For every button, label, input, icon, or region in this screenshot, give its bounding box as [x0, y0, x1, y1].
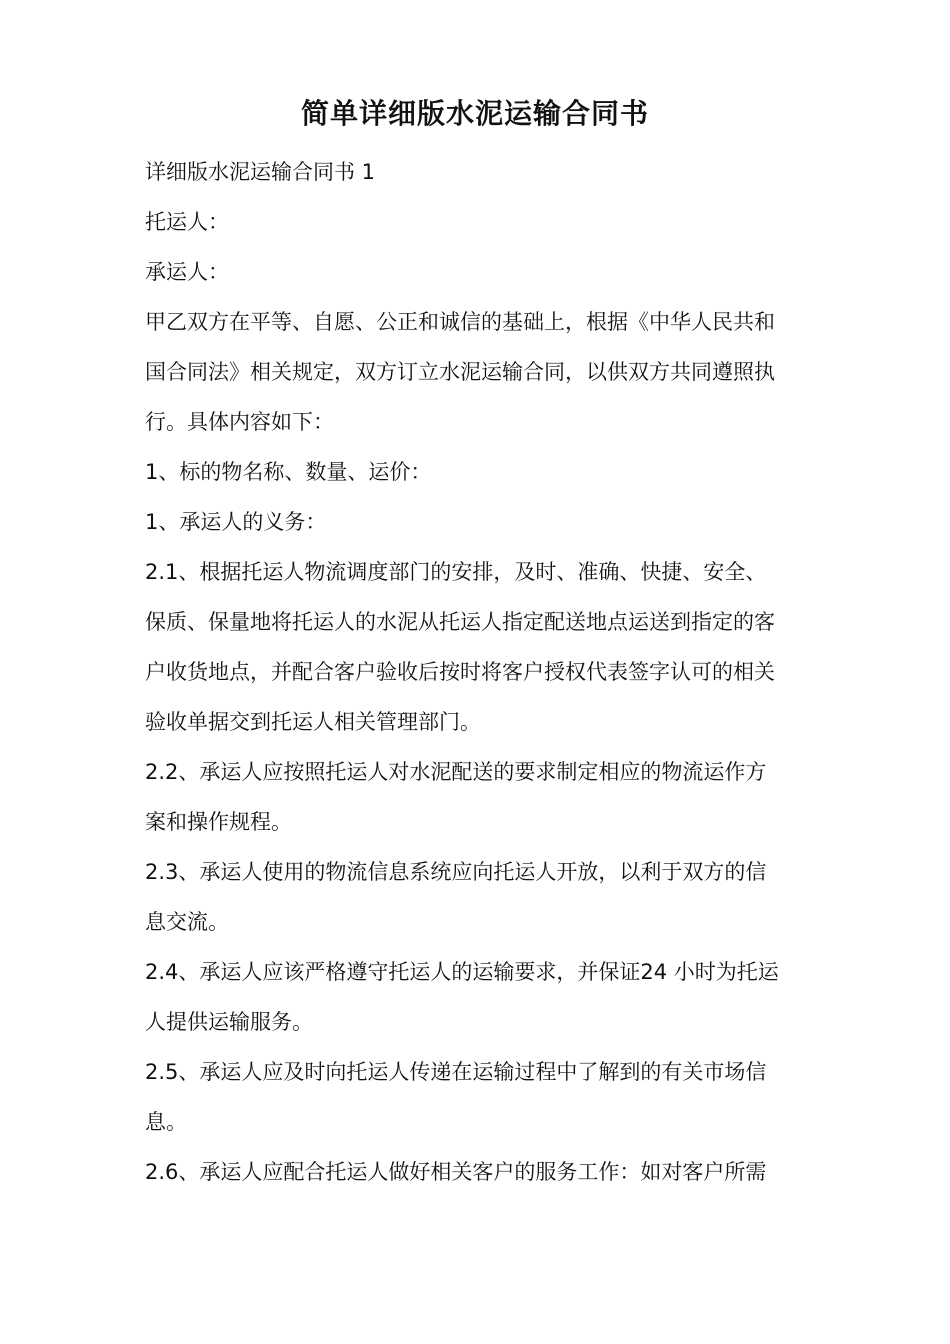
text-line: 承运人： [145, 260, 229, 284]
text-line: 托运人： [145, 210, 229, 234]
text-line: 息。 [145, 1110, 187, 1134]
text-line: 保质、保量地将托运人的水泥从托运人指定配送地点运送到指定的客 [145, 610, 775, 634]
text-line: 户收货地点，并配合客户验收后按时将客户授权代表签字认可的相关 [145, 660, 775, 684]
text-line: 1、承运人的义务： [145, 510, 327, 534]
text-line: 2.6、承运人应配合托运人做好相关客户的服务工作：如对客户所需 [145, 1160, 767, 1184]
text-line: 案和操作规程。 [145, 810, 292, 834]
text-line: 2.2、承运人应按照托运人对水泥配送的要求制定相应的物流运作方 [145, 760, 767, 784]
text-line: 息交流。 [145, 910, 229, 934]
text-line: 2.1、根据托运人物流调度部门的安排，及时、准确、快捷、安全、 [145, 560, 767, 584]
document-title: 简单详细版水泥运输合同书 [300, 97, 649, 130]
text-line: 2.5、承运人应及时向托运人传递在运输过程中了解到的有关市场信 [145, 1060, 767, 1084]
text-line: 人提供运输服务。 [145, 1010, 313, 1034]
text-line: 行。具体内容如下： [145, 410, 334, 434]
text-line: 2.4、承运人应该严格遵守托运人的运输要求，并保证24 小时为托运 [145, 960, 779, 984]
text-line: 2.3、承运人使用的物流信息系统应向托运人开放，以利于双方的信 [145, 860, 767, 884]
text-line: 1、标的物名称、数量、运价： [145, 460, 432, 484]
text-line: 详细版水泥运输合同书 1 [145, 160, 376, 184]
text-line: 甲乙双方在平等、自愿、公正和诚信的基础上，根据《中华人民共和 [145, 310, 775, 334]
document-body [145, 147, 815, 1197]
text-line: 国合同法》相关规定，双方订立水泥运输合同，以供双方共同遵照执 [145, 360, 775, 384]
text-line: 验收单据交到托运人相关管理部门。 [145, 710, 481, 734]
